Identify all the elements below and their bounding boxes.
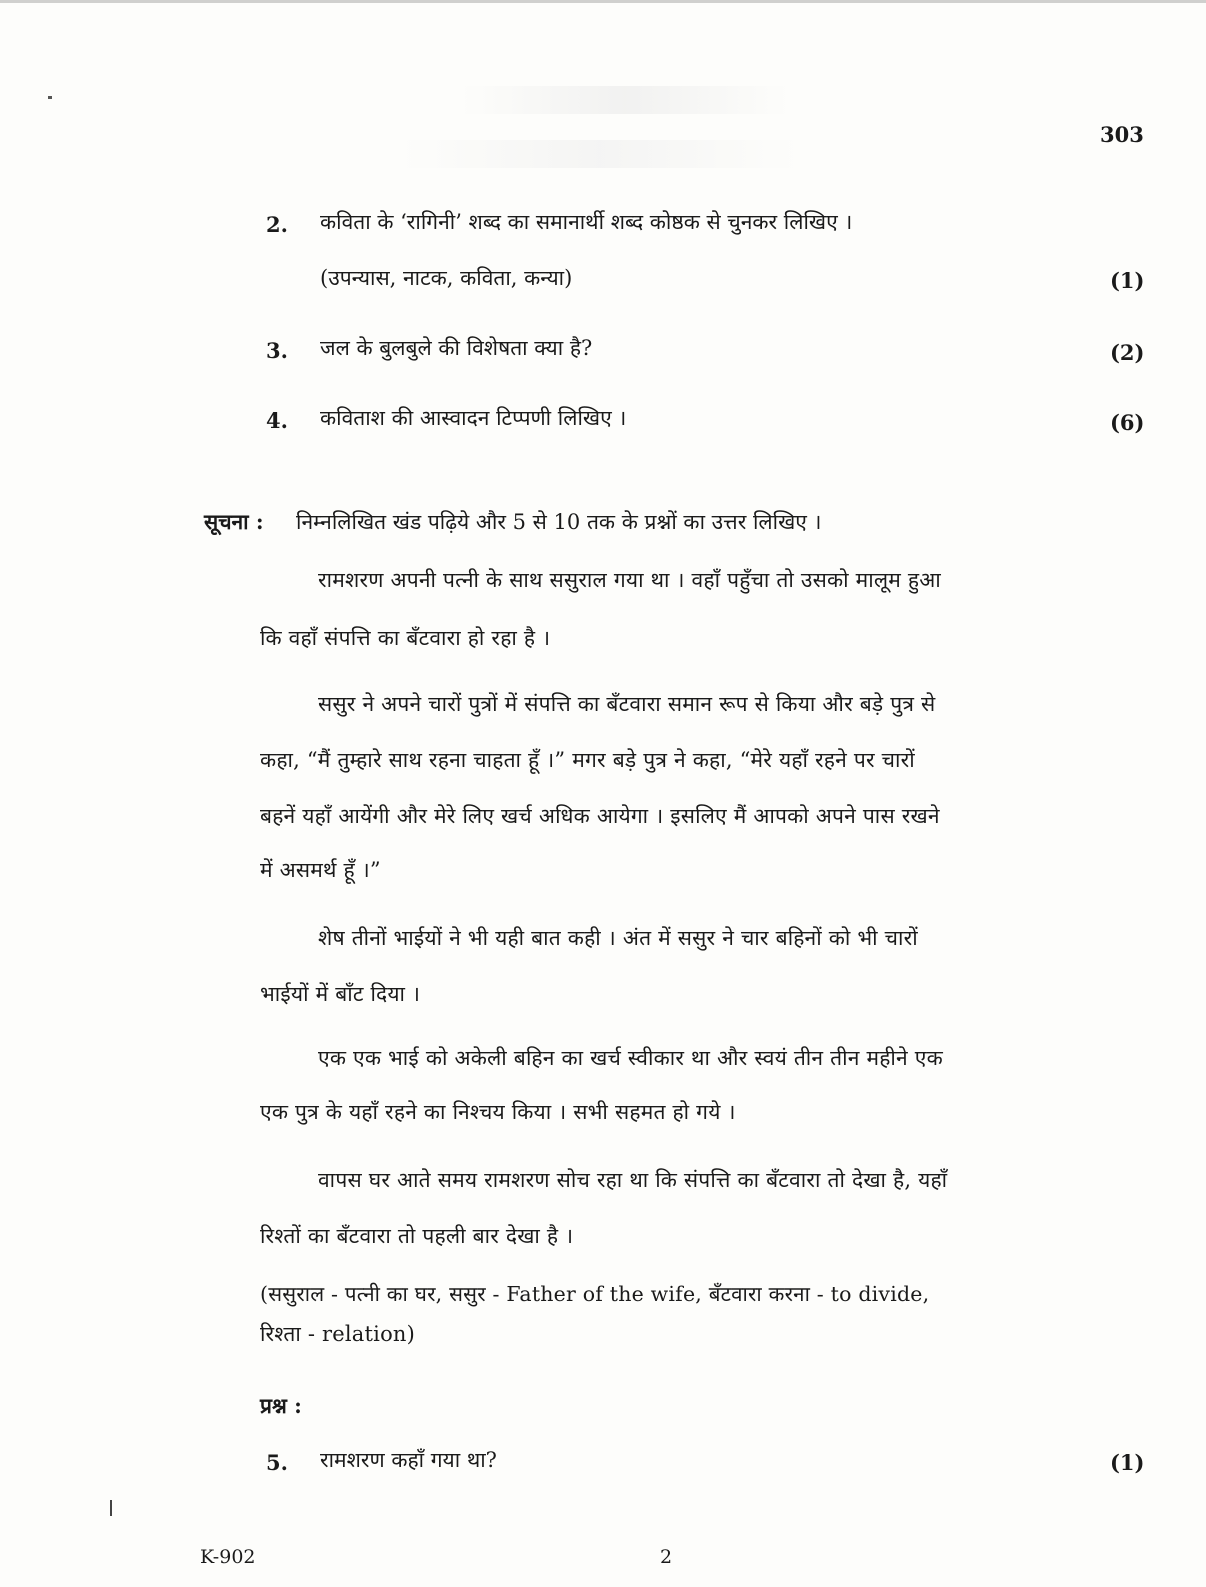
bleed-through-smudge [460, 86, 790, 114]
question-number: 3. [266, 338, 288, 363]
passage-line: वापस घर आते समय रामशरण सोच रहा था कि संपत्ति का बँटवारा तो देखा है, यहाँ [318, 1168, 948, 1192]
passage-line: शेष तीनों भाईयों ने भी यही बात कही । अंत में ससुर ने चार बहिनों को भी चारों [318, 926, 918, 950]
question-number: 5. [266, 1450, 288, 1475]
question-text: जल के बुलबुले की विशेषता क्या है? [320, 336, 593, 360]
questions-label: प्रश्न : [260, 1393, 302, 1418]
top-edge-rule [0, 0, 1206, 3]
question-text: कविताश की आस्वादन टिप्पणी लिखिए । [320, 406, 627, 430]
passage-line: रामशरण अपनी पत्नी के साथ ससुराल गया था । वहाँ पहुँचा तो उसको मालूम हुआ [318, 568, 941, 592]
margin-mark [110, 1500, 112, 1516]
passage-line: कि वहाँ संपत्ति का बँटवारा हो रहा है । [260, 626, 551, 650]
passage-line: रिश्तों का बँटवारा तो पहली बार देखा है । [260, 1224, 574, 1248]
question-number: 2. [266, 212, 288, 237]
passage-line: कहा, “मैं तुम्हारे साथ रहना चाहता हूँ ।” मगर बड़े पुत्र ने कहा, “मेरे यहाँ रहने पर चारों [260, 748, 915, 772]
question-marks: (1) [1110, 268, 1145, 293]
bleed-through-smudge [400, 140, 800, 168]
passage-line: भाईयों में बाँट दिया । [260, 982, 421, 1006]
glossary-line: (ससुराल - पत्नी का घर, ससुर - Father of the wife, बँटवारा करना - to divide, [260, 1282, 930, 1306]
notice-label: सूचना : [204, 509, 264, 534]
scan-speck [48, 96, 52, 99]
passage-line: ससुर ने अपने चारों पुत्रों में संपत्ति का बँटवारा समान रूप से किया और बड़े पुत्र से [318, 692, 936, 716]
question-marks: (2) [1110, 340, 1145, 365]
question-options: (उपन्यास, नाटक, कविता, कन्या) [320, 266, 573, 290]
passage-line: एक एक भाई को अकेली बहिन का खर्च स्वीकार था और स्वयं तीन तीन महीने एक [318, 1046, 943, 1070]
paper-code: K-902 [200, 1546, 256, 1568]
question-marks: (1) [1110, 1450, 1145, 1475]
question-number: 4. [266, 408, 288, 433]
passage-line: एक पुत्र के यहाँ रहने का निश्चय किया । सभी सहमत हो गये । [260, 1100, 736, 1124]
passage-line: बहनें यहाँ आयेंगी और मेरे लिए खर्च अधिक आयेगा । इसलिए मैं आपको अपने पास रखने [260, 804, 940, 828]
glossary-line: रिश्ता - relation) [260, 1322, 416, 1346]
page-code: 303 [1100, 122, 1144, 147]
page-number: 2 [660, 1546, 673, 1568]
passage-line: में असमर्थ हूँ ।” [260, 858, 381, 882]
question-text: रामशरण कहाँ गया था? [320, 1448, 497, 1472]
notice-text: निम्नलिखित खंड पढ़िये और 5 से 10 तक के प्रश्नों का उत्तर लिखिए । [296, 510, 822, 534]
question-marks: (6) [1110, 410, 1145, 435]
question-text: कविता के ‘रागिनी’ शब्द का समानार्थी शब्द कोष्ठक से चुनकर लिखिए । [320, 210, 853, 234]
